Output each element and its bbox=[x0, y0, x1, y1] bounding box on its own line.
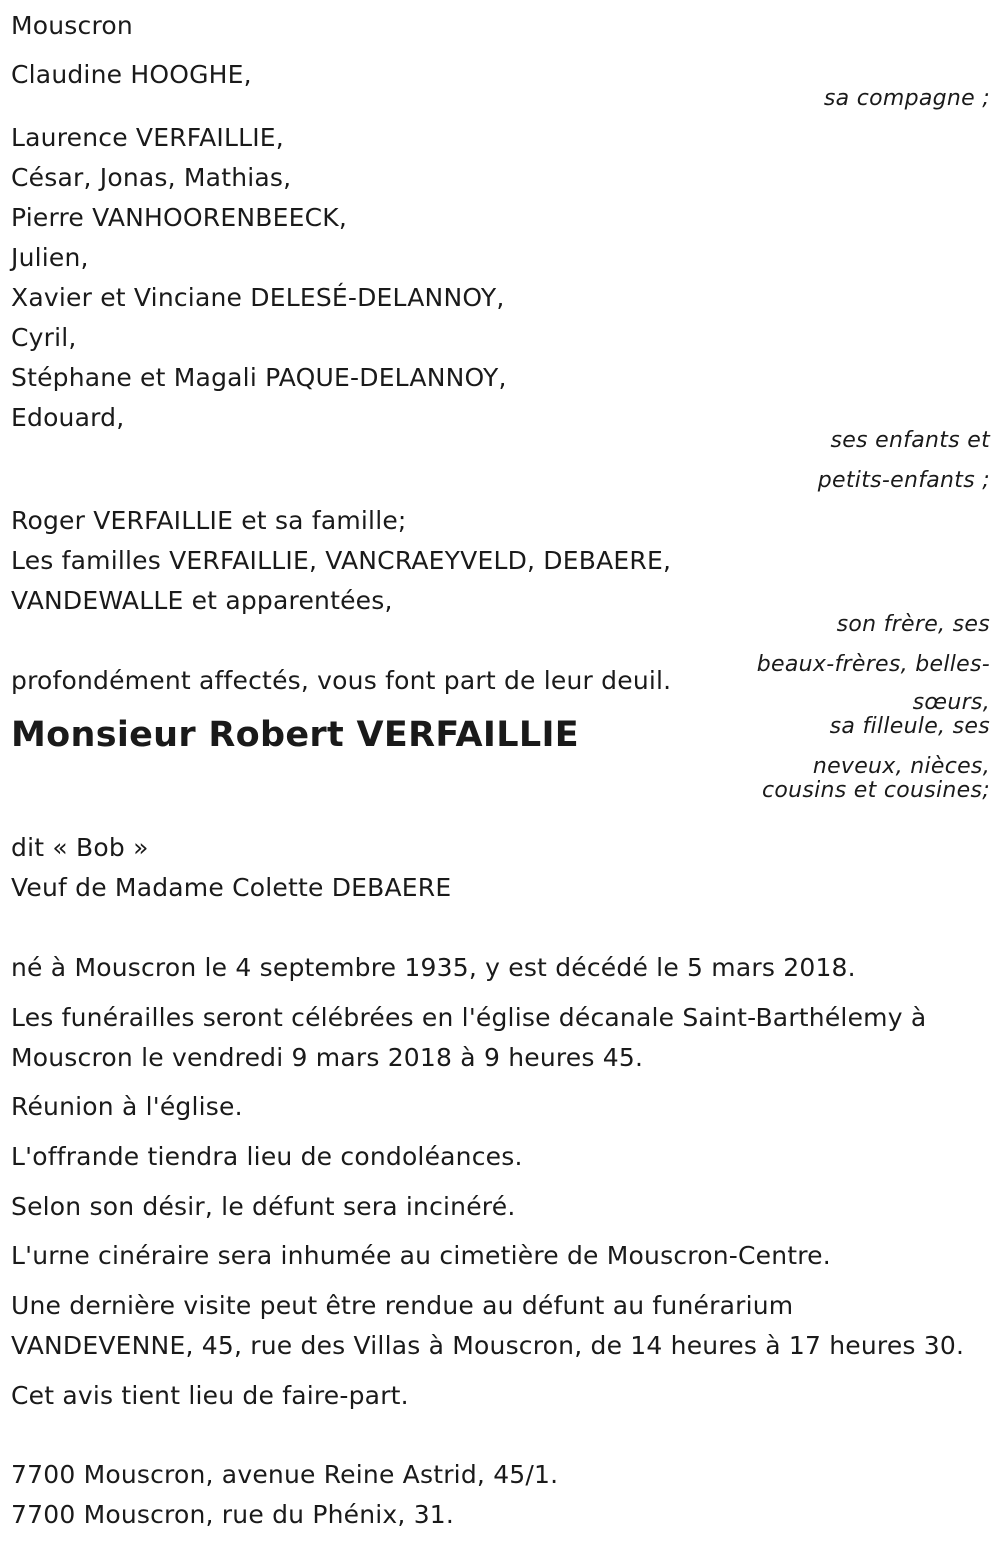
deceased-widower: Veuf de Madame Colette DEBAERE bbox=[11, 873, 452, 902]
child-line: Pierre VANHOORENBEECK, bbox=[11, 203, 348, 232]
family-relation-line: beaux-frères, belles- bbox=[756, 652, 990, 677]
urn-line: L'urne cinéraire sera inhumée au cimetière de Mouscron-Centre. bbox=[11, 1241, 831, 1270]
notice-line: Cet avis tient lieu de faire-part. bbox=[11, 1381, 409, 1410]
deceased-nickname: dit « Bob » bbox=[11, 833, 149, 862]
deceased-name: Monsieur Robert VERFAILLIE bbox=[11, 715, 579, 755]
child-line: César, Jonas, Mathias, bbox=[11, 163, 292, 192]
child-line: Edouard, bbox=[11, 403, 125, 432]
address-line: 7700 Mouscron, avenue Reine Astrid, 45/1. bbox=[11, 1460, 559, 1489]
companion-name: Claudine HOOGHE, bbox=[11, 60, 252, 89]
funeral-line: Les funérailles seront célébrées en l'église décanale Saint-Barthélemy à bbox=[11, 1003, 927, 1032]
children-relation-line: petits-enfants ; bbox=[817, 468, 990, 493]
family-relation-line: cousins et cousines; bbox=[761, 778, 990, 803]
family-relation-line: neveux, nièces, bbox=[812, 754, 990, 779]
child-line: Cyril, bbox=[11, 323, 77, 352]
family-line: VANDEWALLE et apparentées, bbox=[11, 586, 393, 615]
family-line: Les familles VERFAILLIE, VANCRAEYVELD, DEBAERE, bbox=[11, 546, 672, 575]
funeral-line: Mouscron le vendredi 9 mars 2018 à 9 heures 45. bbox=[11, 1043, 644, 1072]
offering-line: L'offrande tiendra lieu de condoléances. bbox=[11, 1142, 523, 1171]
announcement-text: profondément affectés, vous font part de leur deuil. bbox=[11, 666, 672, 695]
meeting-line: Réunion à l'église. bbox=[11, 1092, 243, 1121]
child-line: Julien, bbox=[11, 243, 89, 272]
family-relation-line: sœurs, bbox=[912, 690, 990, 715]
visit-line: Une dernière visite peut être rendue au défunt au funérarium bbox=[11, 1291, 794, 1320]
child-line: Laurence VERFAILLIE, bbox=[11, 123, 284, 152]
children-relation-line: ses enfants et bbox=[830, 428, 990, 453]
family-line: Roger VERFAILLIE et sa famille; bbox=[11, 506, 407, 535]
cremation-line: Selon son désir, le défunt sera incinéré. bbox=[11, 1192, 516, 1221]
family-relation-line: sa filleule, ses bbox=[829, 714, 990, 739]
visit-line: VANDEVENNE, 45, rue des Villas à Mouscron, de 14 heures à 17 heures 30. bbox=[11, 1331, 965, 1360]
companion-relation: sa compagne ; bbox=[823, 86, 990, 111]
family-relation-line: son frère, ses bbox=[836, 612, 990, 637]
location-header: Mouscron bbox=[11, 11, 133, 40]
child-line: Stéphane et Magali PAQUE-DELANNOY, bbox=[11, 363, 507, 392]
birth-death-line: né à Mouscron le 4 septembre 1935, y est décédé le 5 mars 2018. bbox=[11, 953, 856, 982]
child-line: Xavier et Vinciane DELESÉ-DELANNOY, bbox=[11, 283, 505, 312]
address-line: 7700 Mouscron, rue du Phénix, 31. bbox=[11, 1500, 455, 1529]
